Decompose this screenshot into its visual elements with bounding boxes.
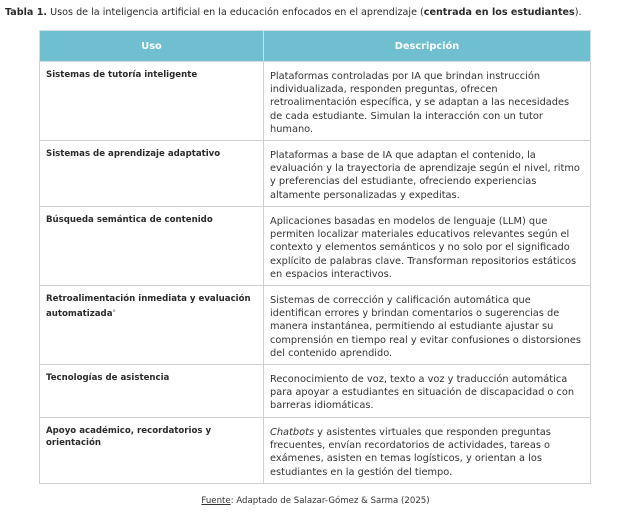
desc-cell bbox=[264, 207, 591, 286]
uso-cell bbox=[40, 62, 264, 141]
uses-table bbox=[39, 30, 591, 484]
desc-text: y asistentes virtuales que responden preguntas frecuentes, envían recordatorios de actividades, tareas o exámenes, asisten en temas logísticos, y orientan a los estudiantes en la gestión del tiempo. bbox=[270, 427, 551, 478]
desc-cell bbox=[264, 62, 591, 141]
uso-cell bbox=[40, 418, 264, 484]
table-row bbox=[40, 207, 591, 286]
uso-text: Sistemas de aprendizaje adaptativo bbox=[46, 149, 221, 159]
desc-cell bbox=[264, 365, 591, 418]
table-row bbox=[40, 286, 591, 365]
caption-bold-text: centrada en los estudiantes bbox=[423, 7, 575, 18]
uso-text: Búsqueda semántica de contenido bbox=[46, 215, 213, 225]
header-descripcion: Descripción bbox=[264, 31, 591, 62]
desc-text: Sistemas de corrección y calificación automática que identifican errores y brindan comentarios o sugerencias de manera instantánea, permitiendo al estudiante ajustar su comprensión en tiempo real y evitar confusiones o distorsiones del contenido aprendido. bbox=[270, 295, 581, 359]
caption-text: Usos de la inteligencia artificial en la educación enfocados en el aprendizaje ( bbox=[47, 7, 424, 18]
desc-text: Plataformas controladas por IA que brindan instrucción individualizada, responden preguntas, ofrecen retroalimentación específica, y se adaptan a las necesidades de cada estudiante. Simulan la interacción con un tutor humano. bbox=[270, 71, 570, 135]
uso-cell bbox=[40, 286, 264, 365]
desc-text: Aplicaciones basadas en modelos de lenguaje (LLM) que permiten localizar materiales educativos relevantes según el contexto y elementos semánticos y no solo por el significado explícito de palabras clave. Transforman repositorios estáticos en espacios interactivos. bbox=[270, 216, 577, 280]
source-label: Fuente bbox=[201, 496, 231, 506]
uso-text: Apoyo académico, recordatorios y orientación bbox=[46, 426, 212, 448]
desc-cell bbox=[264, 141, 591, 207]
table-row bbox=[40, 365, 591, 418]
uso-cell bbox=[40, 207, 264, 286]
table-caption bbox=[5, 6, 627, 19]
uso-text: Sistemas de tutoría inteligente bbox=[46, 70, 198, 80]
table-row bbox=[40, 141, 591, 207]
desc-italic-term: Chatbots bbox=[270, 427, 315, 438]
caption-end: ). bbox=[574, 7, 582, 18]
uso-text: Tecnologías de asistencia bbox=[46, 373, 170, 383]
table-row bbox=[40, 418, 591, 484]
source-text: : Adaptado de Salazar-Gómez & Sarma (2025) bbox=[230, 496, 430, 506]
uso-cell bbox=[40, 141, 264, 207]
desc-text: Plataformas a base de IA que adaptan el contenido, la evaluación y la trayectoria de aprendizaje según el nivel, ritmo y preferencias del estudiante, ofreciendo experiencias altamente personalizadas y expeditas. bbox=[270, 150, 580, 201]
desc-cell bbox=[264, 418, 591, 484]
uso-text-with-mark bbox=[40, 286, 263, 320]
caption-label: Tabla 1. bbox=[5, 7, 48, 18]
table-source bbox=[0, 496, 631, 506]
header-uso: Uso bbox=[40, 31, 264, 62]
desc-cell bbox=[264, 286, 591, 365]
table-row bbox=[40, 62, 591, 141]
footnote-mark: a bbox=[112, 307, 116, 314]
uso-cell bbox=[40, 365, 264, 418]
desc-text-wrapper bbox=[264, 418, 590, 479]
table-header-row bbox=[40, 31, 591, 62]
desc-text: Reconocimiento de voz, texto a voz y traducción automática para apoyar a estudiantes en situación de discapacidad o con barreras idiomáticas. bbox=[270, 374, 575, 412]
uso-text: Retroalimentación inmediata y evaluación automatizada bbox=[46, 294, 251, 319]
